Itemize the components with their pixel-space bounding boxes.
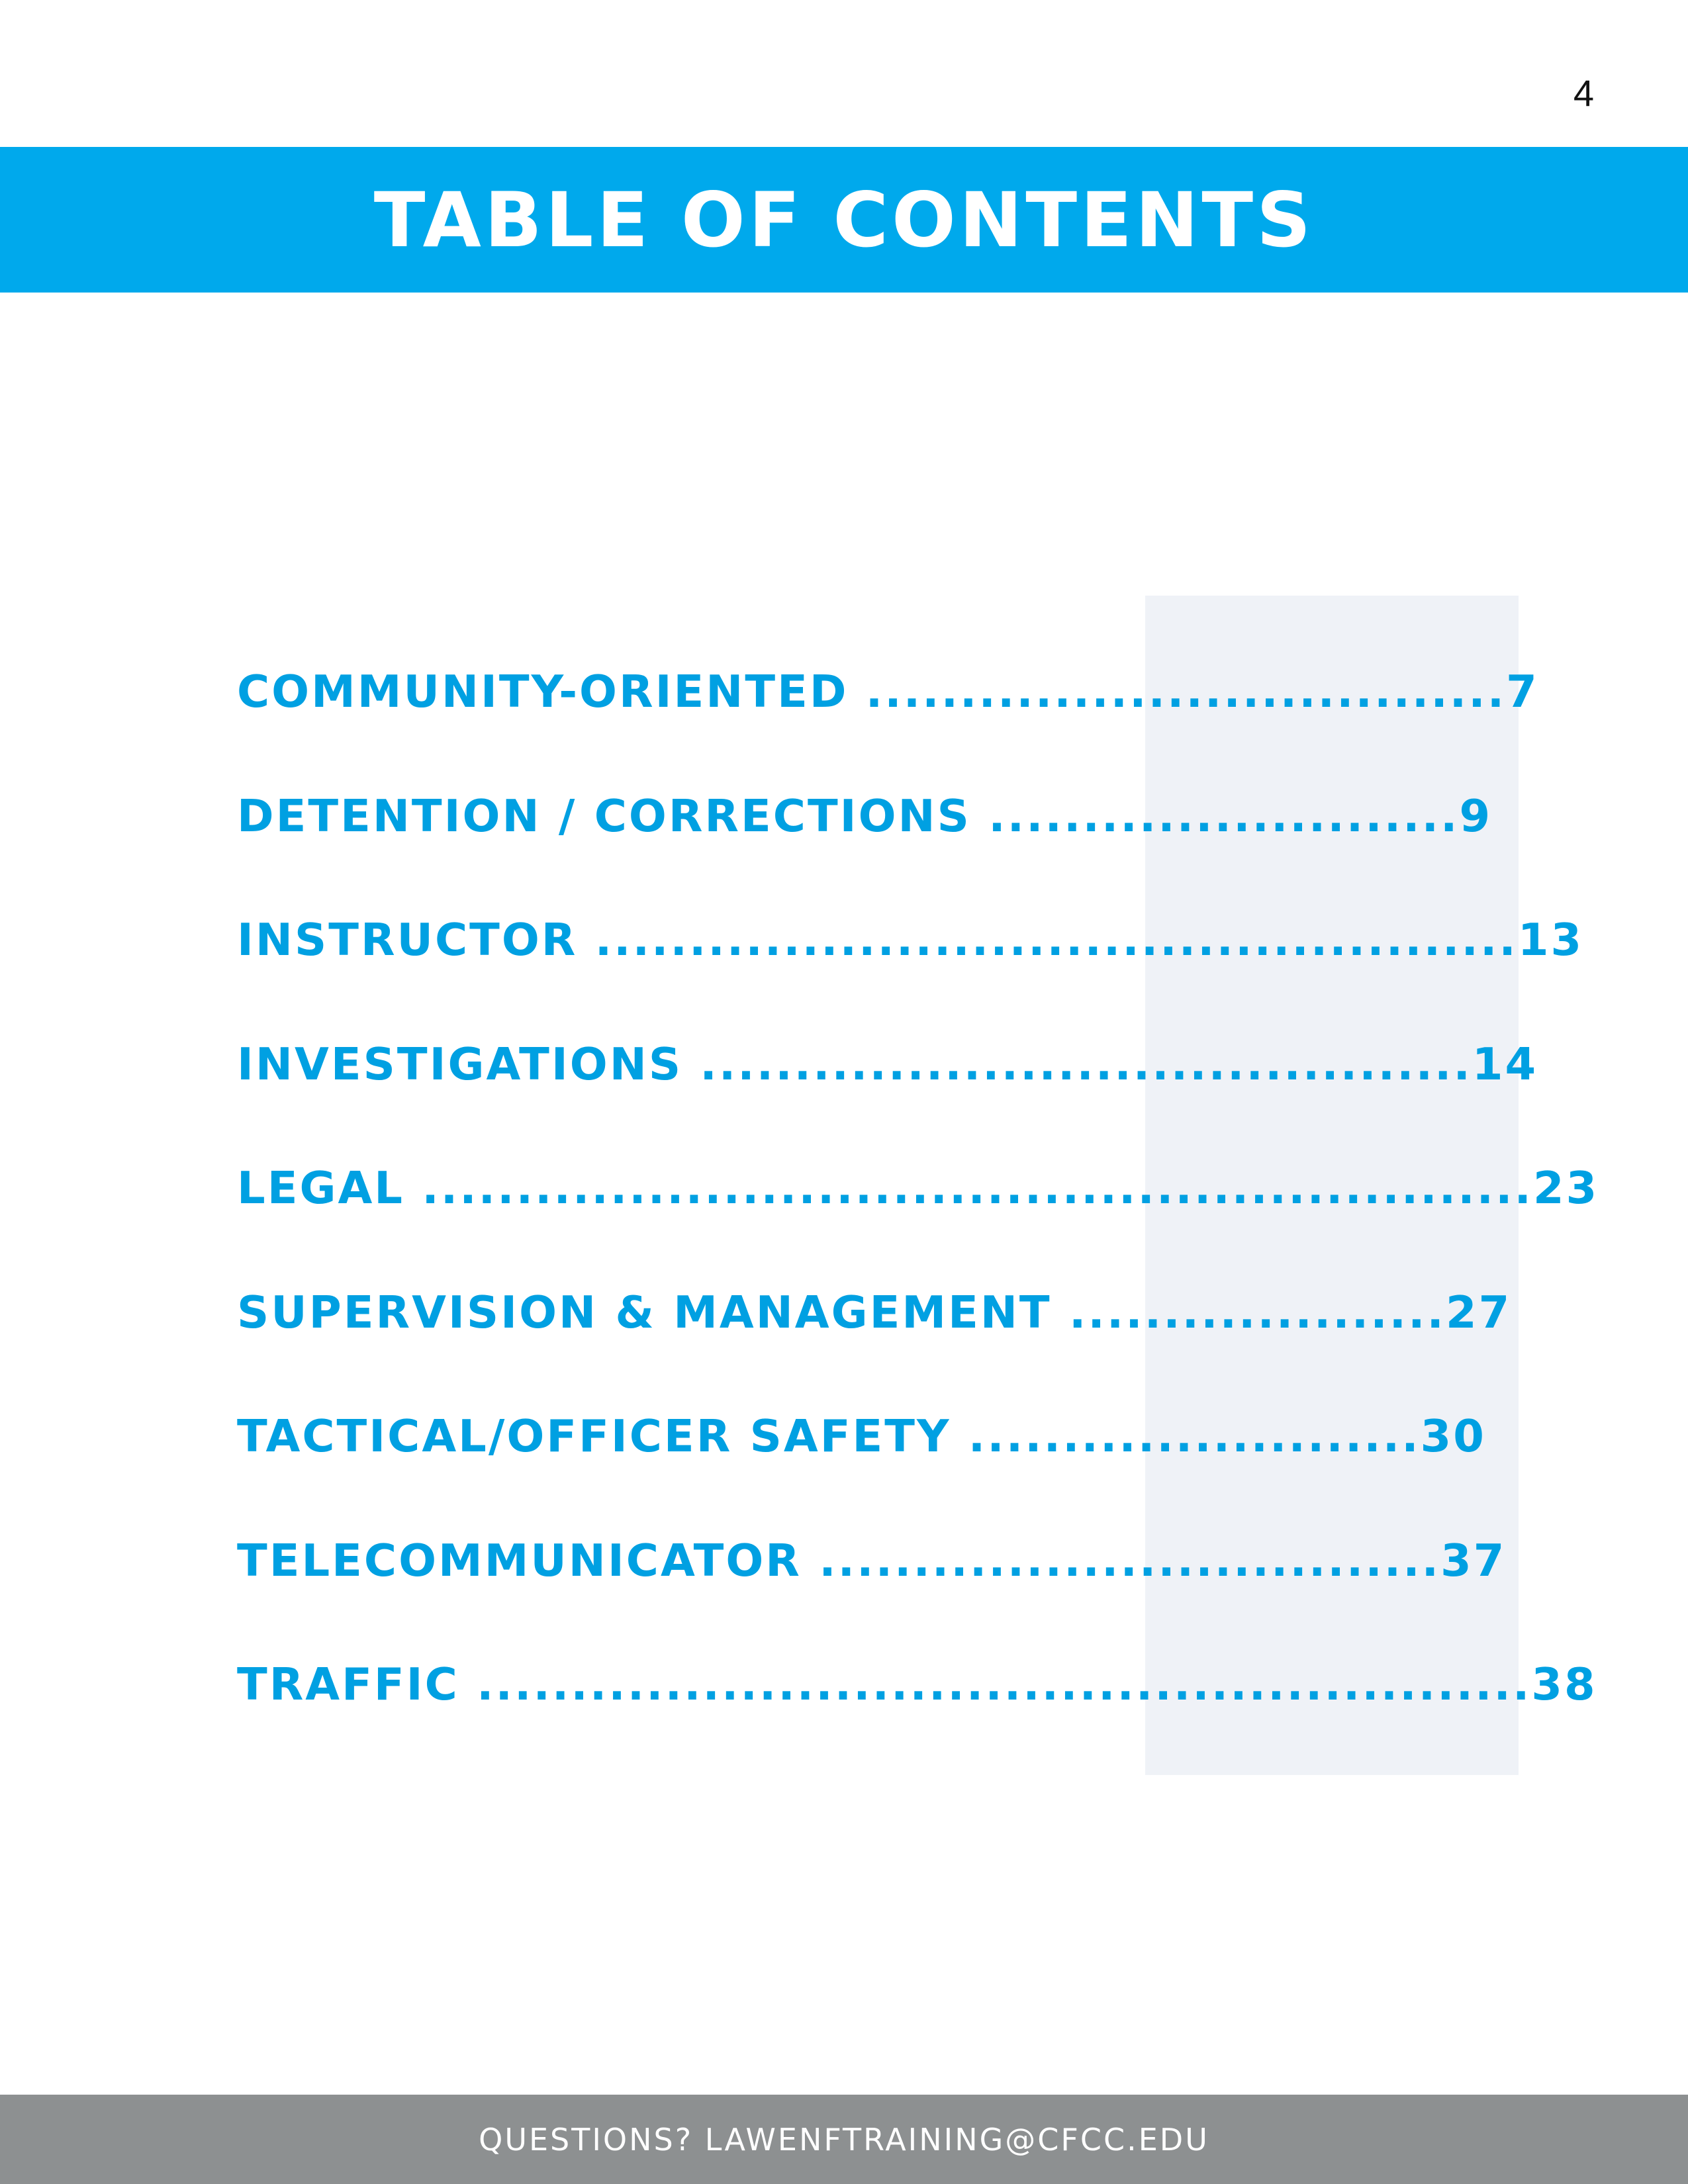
- toc-entry-telecommunicator[interactable]: TELECOMMUNICATOR .................................37: [237, 1534, 1507, 1586]
- table-of-contents: [237, 655, 1599, 1772]
- page-title: TABLE OF CONTENTS: [373, 175, 1315, 264]
- toc-entry-detention-corrections[interactable]: DETENTION / CORRECTIONS .........................9: [237, 790, 1493, 842]
- toc-entry-community-oriented[interactable]: COMMUNITY-ORIENTED ..................................7: [237, 666, 1539, 717]
- footer-banner: [0, 2095, 1688, 2184]
- toc-entry-tactical-officer-safety[interactable]: TACTICAL/OFFICER SAFETY ........................30: [237, 1410, 1486, 1462]
- toc-entry-supervision-management[interactable]: SUPERVISION & MANAGEMENT ....................27: [237, 1286, 1512, 1338]
- toc-entry-traffic[interactable]: TRAFFIC ........................................................38: [237, 1659, 1597, 1710]
- footer-contact: QUESTIONS? LAWENFTRAINING@CFCC.EDU: [479, 2121, 1209, 2158]
- toc-entry-investigations[interactable]: INVESTIGATIONS .........................................14: [237, 1038, 1538, 1090]
- toc-entry-instructor[interactable]: INSTRUCTOR .................................................13: [237, 914, 1584, 966]
- toc-entry-legal[interactable]: LEGAL ...........................................................23: [237, 1162, 1599, 1214]
- title-banner: [0, 147, 1688, 293]
- page-number: 4: [1573, 72, 1594, 114]
